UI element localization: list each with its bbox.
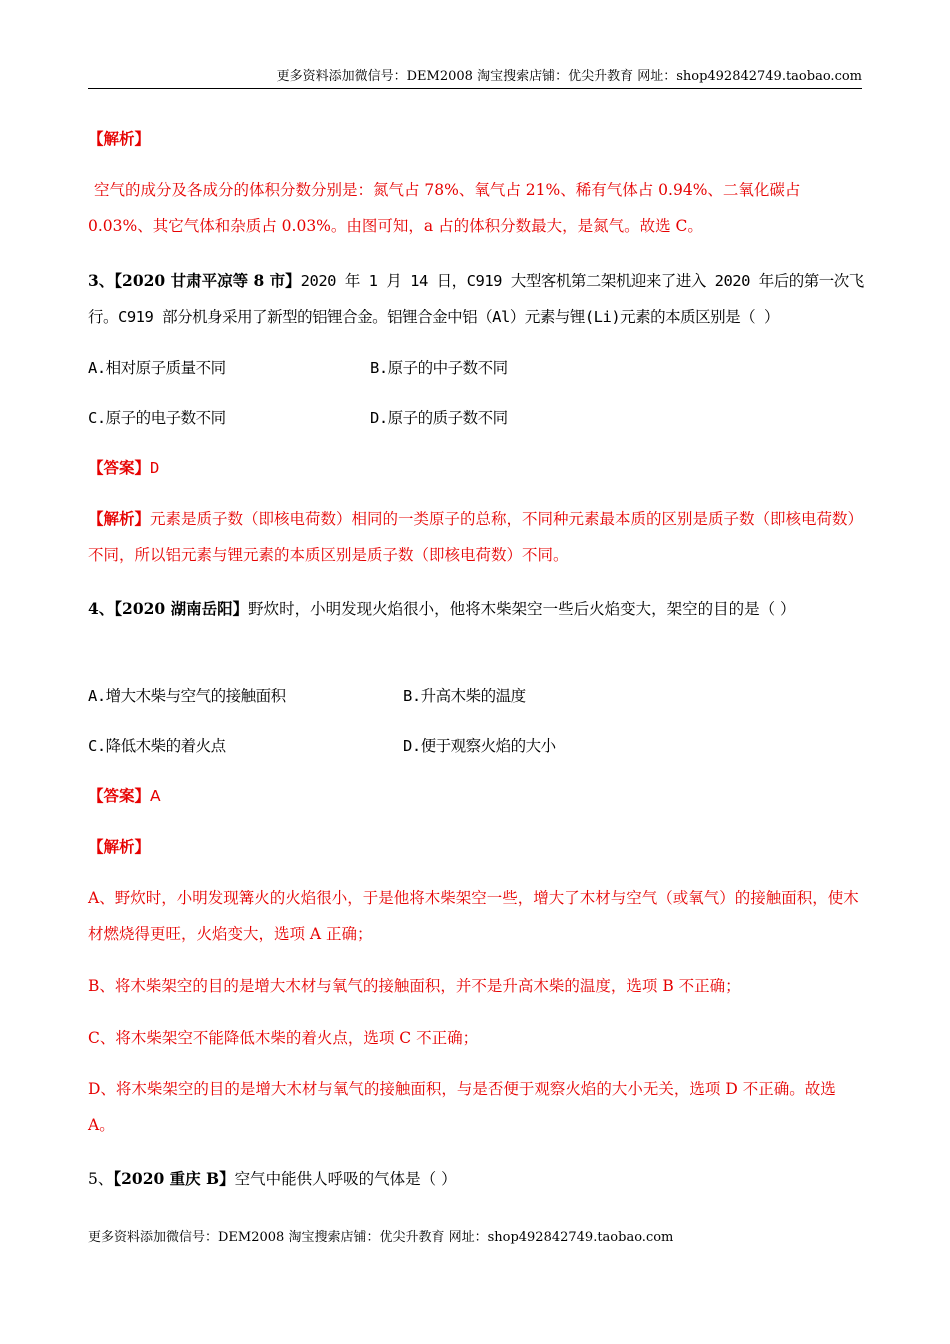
q3-analysis	[88, 501, 864, 573]
q3-answer	[88, 450, 864, 486]
q3-analysis-text: 元素是质子数（即核电荷数）相同的一类原子的总称，不同种元素最本质的区别是质子数（即核电荷数）不同，所以铝元素与锂元素的本质区别是质子数（即核电荷数）不同。	[88, 510, 864, 564]
q3-number: 3、	[88, 271, 115, 290]
q3-stem: 2020 年 1 月 14 日，C919 大型客机第二架机迎来了进入 2020 年后的第一次飞行。C919 部分机身采用了新型的铝锂合金。铝锂合金中铝（Al）元素与锂(Li)元素的本质区别是（ ）	[88, 272, 864, 326]
q4-analysis-line-a: A、野炊时，小明发现篝火的火焰很小，于是他将木柴架空一些，增大了木材与空气（或氧气）的接触面积，使木材燃烧得更旺，火焰变大，选项 A 正确；	[88, 889, 859, 943]
q3-answer-label: 【答案】	[88, 458, 151, 477]
q4-analysis-line-d: D、将木柴架空的目的是增大木材与氧气的接触面积，与是否便于观察火焰的大小无关，选项 D 不正确。故选 A。	[88, 1080, 836, 1134]
q3-source: 【2020 甘肃平凉等 8 市】	[114, 271, 301, 290]
q4-number: 4、	[88, 599, 115, 618]
q5-stem: 空气中能供人呼吸的气体是（ ）	[234, 1170, 457, 1188]
q4-option-d: D.便于观察火焰的大小	[403, 737, 556, 755]
q5-source: 【2020 重庆 B】	[113, 1169, 235, 1188]
q4-answer-label: 【答案】	[88, 786, 151, 805]
q4-analysis-label: 【解析】	[88, 837, 151, 856]
q3-answer-value: D	[150, 459, 159, 477]
q5-number: 5、	[88, 1170, 114, 1188]
q4-source: 【2020 湖南岳阳】	[114, 599, 249, 618]
q3-option-a: A.相对原子质量不同	[88, 359, 226, 377]
q2-analysis-text: 空气的成分及各成分的体积分数分别是：氮气占 78%、氧气占 21%、稀有气体占 0.94%、二氧化碳占 0.03%、其它气体和杂质占 0.03%。由图可知，a 占的体积分数最大，是氮气。故选 C。	[88, 181, 801, 235]
q3-option-b: B.原子的中子数不同	[370, 359, 508, 377]
q4-stem: 野炊时，小明发现火焰很小，他将木柴架空一些后火焰变大，架空的目的是（ ）	[248, 600, 796, 618]
page-footer: 更多资料添加微信号：DEM2008 淘宝搜索店铺：优尖升教育 网址：shop492842749.taobao.com	[88, 1230, 674, 1245]
q2-analysis-label: 【解析】	[88, 129, 151, 148]
q3-question	[88, 263, 864, 335]
page-header: 更多资料添加微信号：DEM2008 淘宝搜索店铺：优尖升教育 网址：shop492842749.taobao.com	[88, 68, 862, 89]
q4-question	[88, 591, 864, 627]
q3-analysis-label: 【解析】	[88, 509, 151, 528]
q3-option-c: C.原子的电子数不同	[88, 409, 226, 427]
q4-option-b: B.升高木柴的温度	[403, 687, 526, 705]
q4-option-a: A.增大木柴与空气的接触面积	[88, 687, 286, 705]
q4-answer	[88, 778, 864, 814]
q4-answer-value: A	[150, 787, 161, 805]
q5-question	[88, 1161, 864, 1197]
q3-option-d: D.原子的质子数不同	[370, 409, 508, 427]
q4-option-c: C.降低木柴的着火点	[88, 737, 226, 755]
q4-analysis-line-c: C、将木柴架空不能降低木柴的着火点，选项 C 不正确；	[88, 1029, 479, 1047]
q4-analysis-line-b: B、将木柴架空的目的是增大木材与氧气的接触面积，并不是升高木柴的温度，选项 B 不正确；	[88, 977, 741, 995]
